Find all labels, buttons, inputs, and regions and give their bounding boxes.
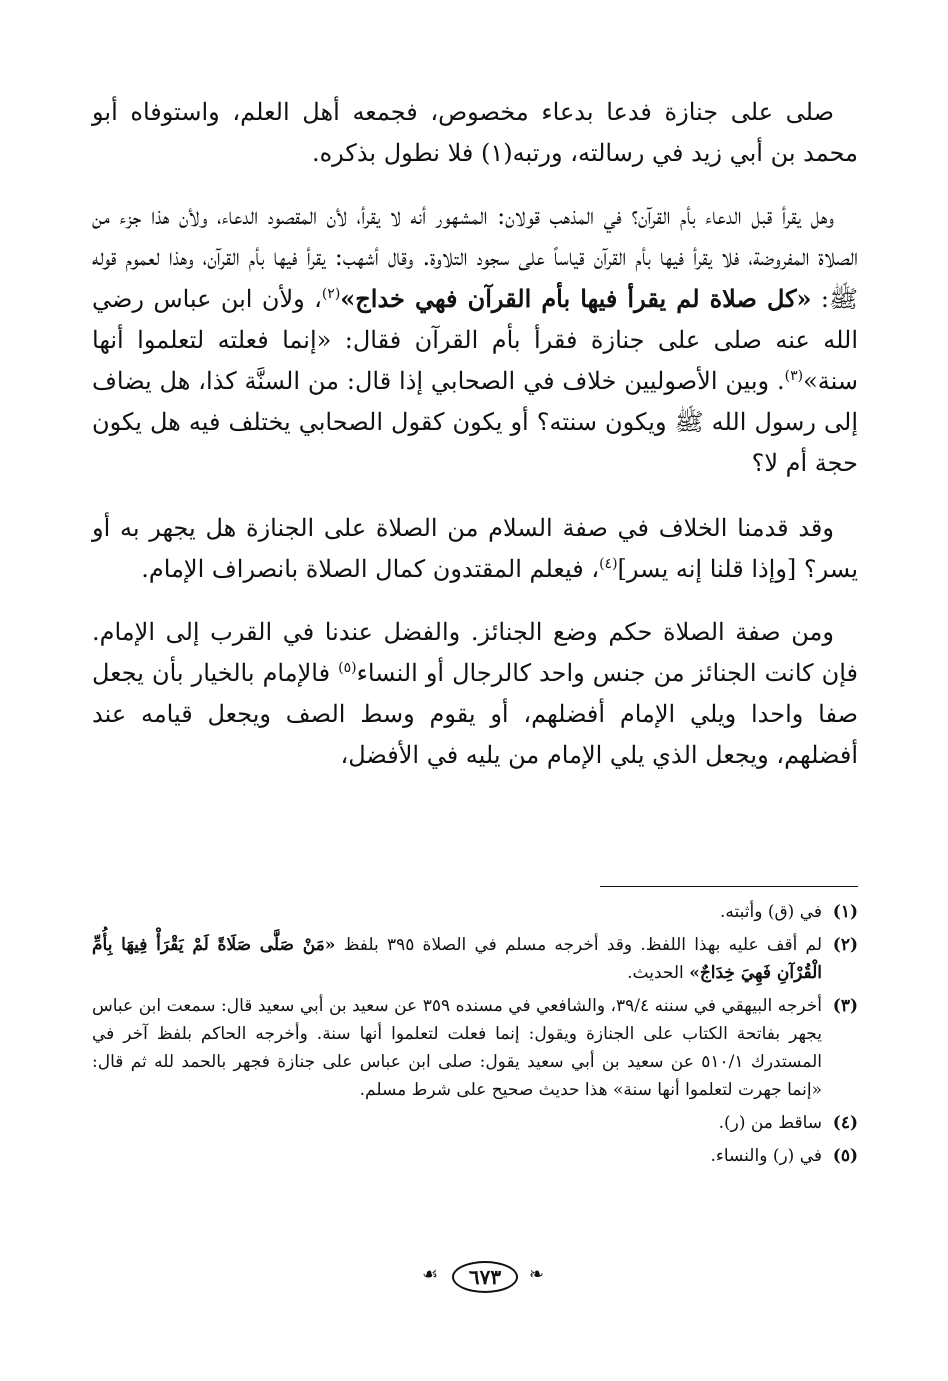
footnote-number: (٢) (832, 935, 858, 955)
paragraph-3-text-b: ، فيعلم المقتدون كمال الصلاة بانصراف الإمام. (141, 555, 600, 583)
footnote-ref-2: (٢) (321, 286, 341, 302)
paragraph-4-text-a: ومن صفة الصلاة حكم وضع الجنائز. والفضل عندنا في القرب إلى الإمام. فإن كانت الجنائز من جنس واحد كالرجال أو النساء (92, 618, 859, 687)
footnote-1 (92, 898, 858, 926)
hadith-quote: «كل صلاة لم يقرأ فيها بأم القرآن فهي خداج» (340, 284, 812, 313)
footnotes (92, 898, 858, 1175)
paragraph-3 (92, 508, 858, 590)
footnote-ref-3: (٣) (784, 368, 804, 384)
footnote-3 (92, 992, 858, 1104)
ornament-left-icon: ☙ (422, 1264, 439, 1285)
footnote-5 (92, 1142, 858, 1170)
main-text (92, 92, 858, 776)
ornament-right-icon: ❧ (528, 1264, 544, 1285)
page-number-ornament (418, 1255, 548, 1297)
footnote-text: في (ق) وأثبته. (720, 902, 822, 922)
footnote-hadith-quote: «مَنْ صَلَّى صَلَاةً لَمْ يَقْرَأْ فِيهَا بِأُمِّ الْقُرْآنِ فَهِيَ خِدَاجٌ» (92, 935, 822, 983)
footnote-ref-5: (٥) (338, 660, 357, 676)
footnote-separator (600, 886, 858, 887)
paragraph-4 (92, 612, 858, 776)
footnote-text: أخرجه البيهقي في سننه ٣٩/٤، والشافعي في مسنده ٣٥٩ عن سعيد بن أبي سعيد قال: سمعت ابن عباس يجهر بفاتحة الكتاب على الجنازة ويقول: إنما فعلت لتعلموا أنها سنة. وأخرجه الحاكم بلفظ آخر في المستدرك ٥١٠/١ عن سعيد بن أبي سعيد يقول: صلى ابن عباس على جنازة فجهر بالحمد لله ثم قال: «إنما جهرت لتعلموا أنها سنة» هذا حديث صحيح على شرط مسلم. (92, 996, 822, 1100)
footnote-number: (١) (832, 902, 858, 922)
paragraph-2 (92, 196, 858, 484)
footnote-number: (٥) (832, 1146, 858, 1166)
paragraph-4-text-b: فالإمام بالخيار بأن يجعل صفا واحدا ويلي الإمام أفضلهم، أو يقوم وسط الصف ويجعل قيامه عند أفضلهم، ويجعل الذي يلي الإمام من يليه في الأفضل، (92, 659, 858, 769)
page-number: ٦٧٣ (452, 1261, 518, 1293)
footnote-4 (92, 1109, 858, 1137)
footnote-text: ساقط من (ر). (718, 1113, 822, 1133)
footnote-text: في (ر) والنساء. (710, 1146, 822, 1166)
paragraph-2-text-b: ، ولأن ابن عباس رضي الله عنه صلى على جنازة فقرأ بأم القرآن فقال: «إنما فعلته لتعلموا أنها سنة» (92, 285, 858, 395)
paragraph-3-text-a: وقد قدمنا الخلاف في صفة السلام من الصلاة على الجنازة هل يجهر به أو يسر؟ [وإذا قلنا إنه يسر] (92, 514, 858, 583)
footnote-number: (٤) (832, 1113, 858, 1133)
footnote-number: (٣) (832, 996, 858, 1016)
footnote-2 (92, 931, 858, 987)
paragraph-1: صلى على جنازة فدعا بدعاء مخصوص، فجمعه أهل العلم، واستوفاه أبو محمد بن أبي زيد في رسالته، ورتبه(١) فلا نطول بذكره. (92, 98, 858, 167)
footnote-text (92, 931, 822, 987)
paragraph-2-text-c: . وبين الأصوليين خلاف في الصحابي إذا قال: من السنَّة كذا، هل يضاف إلى رسول الله ﷺ ويكون سنته؟ أو يكون كقول الصحابي يختلف فيه هل يكون حجة أم لا؟ (92, 367, 858, 477)
footnote-ref-4: (٤) (599, 556, 618, 572)
paragraph-2-text-a: وهل يقرأ قبل الدعاء بأم القرآن؟ في المذهب قولان: المشهور أنه لا يقرأ، لأن المقصود الدعاء، ولأن هذا جزء من الصلاة المفروضة، فلا يقرأ فيها بأم القرآن قياساً على سجود التلاوة. وقال أشهب: يقرأ فيها بأم القرآن، وهذا لعموم قوله ﷺ: (92, 202, 859, 313)
footnote-text-b: الحديث. (627, 963, 690, 983)
footnote-text-a: لم أقف عليه بهذا اللفظ. وقد أخرجه مسلم في الصلاة ٣٩٥ بلفظ (335, 935, 823, 955)
